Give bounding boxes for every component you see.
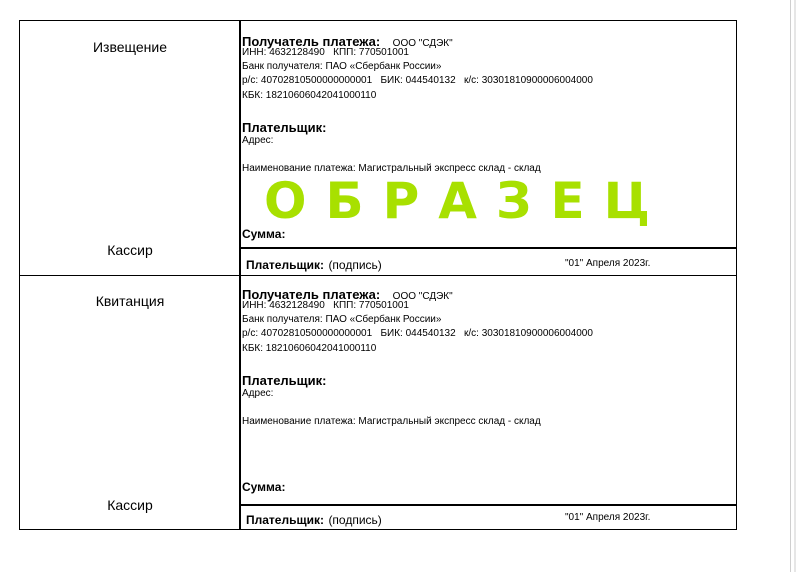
receipt-footer (246, 511, 382, 529)
notice-bank-line: Банк получателя: ПАО «Сбербанк России» (242, 61, 442, 72)
receipt-payer-label: Плательщик: (242, 373, 327, 388)
section-divider (19, 275, 737, 276)
notice-kbk-line: КБК: 18210606042041000110 (242, 90, 377, 101)
notice-footer-date: "01" Апреля 2023г. (565, 258, 651, 269)
notice-footer (246, 256, 382, 274)
footer-signature: (подпись) (328, 258, 382, 272)
receipt-account-line: р/с: 40702810500000000001 БИК: 044540132 к/с: 30301810900006004000 (242, 328, 593, 339)
recipient-value: ООО "СДЭК" (392, 38, 453, 49)
receipt-address-label: Адрес: (242, 388, 274, 399)
footer-signature: (подпись) (328, 513, 382, 527)
recipient-label: Получатель платежа: (242, 287, 381, 302)
footer-payer-label: Плательщик: (246, 513, 324, 527)
notice-sum-label: Сумма: (242, 227, 286, 241)
receipt-kbk-line: КБК: 18210606042041000110 (242, 343, 377, 354)
receipt-footer-line (240, 504, 737, 506)
receipt-bank-line: Банк получателя: ПАО «Сбербанк России» (242, 314, 442, 325)
notice-payer-label: Плательщик: (242, 120, 327, 135)
sample-watermark: ОБРАЗЕЦ (264, 172, 670, 230)
page-edge (790, 0, 791, 572)
receipt-footer-date: "01" Апреля 2023г. (565, 512, 651, 523)
footer-payer-label: Плательщик: (246, 258, 324, 272)
recipient-value: ООО "СДЭК" (392, 291, 453, 302)
notice-inn-line: ИНН: 4632128490 КПП: 770501001 (242, 47, 409, 58)
receipt-sum-label: Сумма: (242, 480, 286, 494)
notice-payment-name: Наименование платежа: Магистральный экспресс склад - склад (242, 163, 541, 174)
notice-footer-line (240, 247, 737, 249)
receipt-payment-name: Наименование платежа: Магистральный экспресс склад - склад (242, 416, 541, 427)
receipt-inn-line: ИНН: 4632128490 КПП: 770501001 (242, 300, 409, 311)
receipt-cashier-label: Кассир (107, 497, 153, 513)
notice-title: Извещение (92, 39, 168, 55)
notice-address-label: Адрес: (242, 135, 274, 146)
recipient-label: Получатель платежа: (242, 34, 381, 49)
notice-account-line: р/с: 40702810500000000001 БИК: 044540132 к/с: 30301810900006004000 (242, 75, 593, 86)
receipt-title: Квитанция (95, 293, 165, 309)
notice-cashier-label: Кассир (107, 242, 153, 258)
